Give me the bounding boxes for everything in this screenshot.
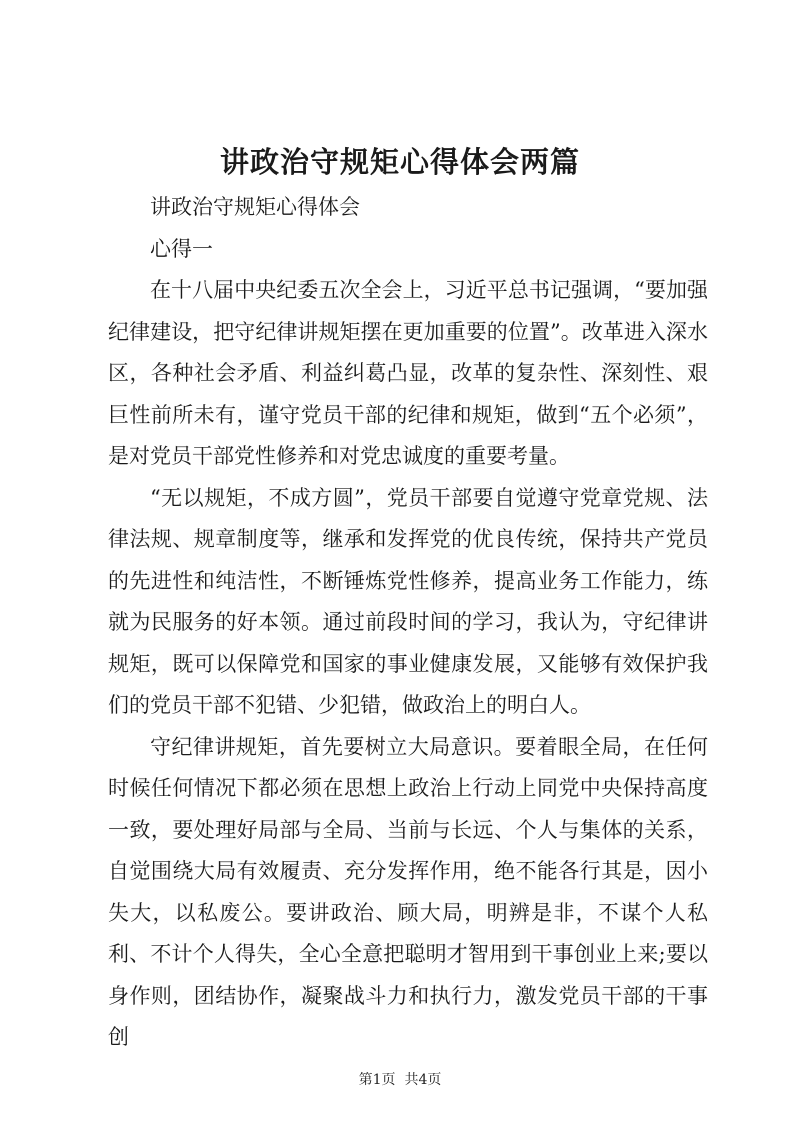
page-footer xyxy=(0,1070,800,1090)
document-title: 讲政治守规矩心得体会两篇 xyxy=(219,145,580,179)
page-number: 第1页 共4页 xyxy=(358,1072,442,1088)
subtitle-paragraph: 讲政治守规矩心得体会 xyxy=(150,195,360,219)
body-paragraph: 在十八届中央纪委五次全会上，习近平总书记强调，“要加强纪律建设，把守纪律讲规矩摆在更加重要的位置”。改革进入深水区，各种社会矛盾、利益纠葛凸显，改革的复杂性、深刻性、艰巨性前所未有，谨守党员干部的纪律和规矩，做到“五个必须”，是对党员干部党性修养和对党忠诚度的重要考量。 xyxy=(108,278,708,468)
document-body xyxy=(108,187,708,1059)
body-paragraph: 守纪律讲规矩，首先要树立大局意识。要着眼全局，在任何时候任何情况下都必须在思想上政治上行动上同党中央保持高度一致，要处理好局部与全局、当前与长远、个人与集体的关系，自觉围绕大局有效履责、充分发挥作用，绝不能各行其是，因小失大，以私废公。要讲政治、顾大局，明辨是非，不谋个人私利、不计个人得失，全心全意把聪明才智用到干事创业上来;要以身作则，团结协作，凝聚战斗力和执行力，激发党员干部的干事创 xyxy=(108,734,708,1049)
section-heading: 心得一 xyxy=(150,236,213,261)
body-paragraph: “无以规矩，不成方圆”，党员干部要自觉遵守党章党规、法律法规、规章制度等，继承和发挥党的优良传统，保持共产党员的先进性和纯洁性，不断锤炼党性修养，提高业务工作能力，练就为民服务的好本领。通过前段时间的学习，我认为，守纪律讲规矩，既可以保障党和国家的事业健康发展，又能够有效保护我们的党员干部不犯错、少犯错，做政治上的明白人。 xyxy=(108,485,708,717)
